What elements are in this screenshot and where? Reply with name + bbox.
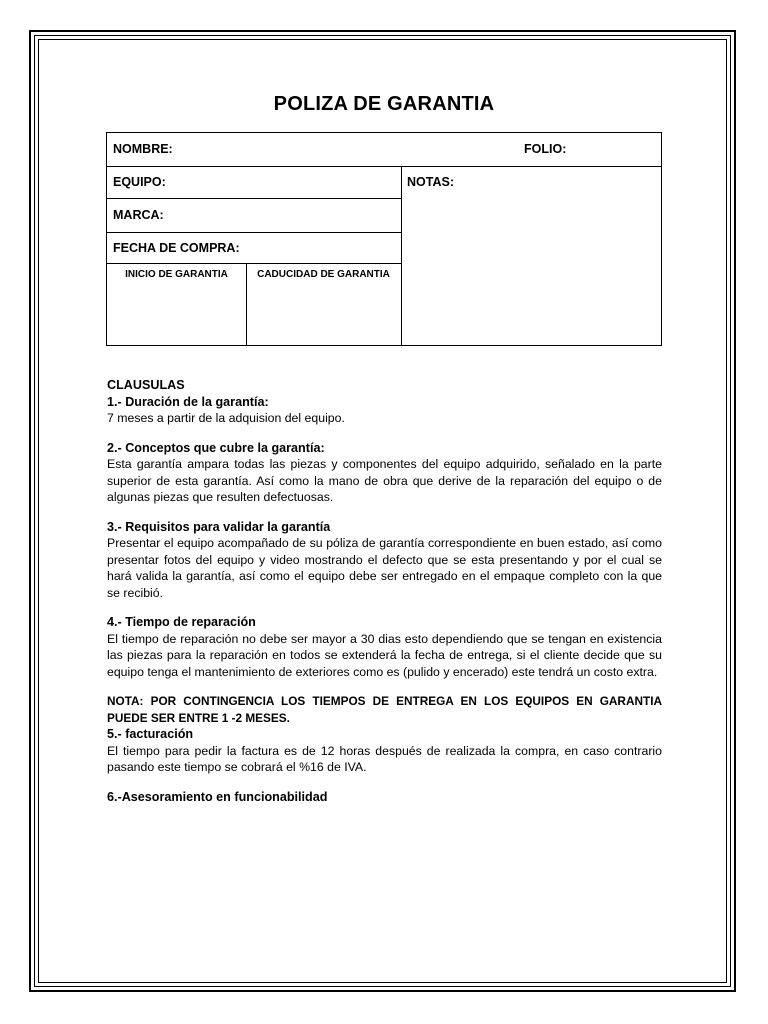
clause-4 — [107, 614, 662, 680]
clause-body: Presentar el equipo acompañado de su póliza de garantía correspondiente en buen estado, así como presentar fotos del equipo y video mostrando el defecto que se esta presentando y por el cual se hará valida la garantía, así como el equipo debe ser entregado en el empaque completo con la que se recibió. — [107, 536, 662, 600]
caducidad-garantia-label: CADUCIDAD DE GARANTIA — [257, 269, 390, 280]
clause-6 — [107, 789, 662, 806]
contingency-note: NOTA: POR CONTINGENCIA LOS TIEMPOS DE ENTREGA EN LOS EQUIPOS EN GARANTIA PUEDE SER ENTRE 1 -2 MESES. — [107, 694, 662, 725]
clause-1 — [107, 394, 662, 427]
clause-2 — [107, 440, 662, 506]
document-title: POLIZA DE GARANTIA — [273, 93, 495, 115]
row-divider-marca — [107, 232, 401, 233]
inicio-garantia-cell — [107, 263, 246, 346]
clausulas-section — [107, 377, 662, 818]
row-divider-equipo — [107, 198, 401, 199]
clause-heading: 2.- Conceptos que cubre la garantía: — [107, 440, 325, 455]
equipo-label: EQUIPO: — [113, 175, 166, 189]
clause-heading: 1.- Duración de la garantía: — [107, 394, 269, 409]
warranty-form-table — [106, 132, 662, 346]
clause-heading: 6.-Asesoramiento en funcionabilidad — [107, 789, 328, 804]
clause-body: El tiempo para pedir la factura es de 12 horas después de realizada la compra, en caso contrario pasando este tiempo se cobrará el %16 de IVA. — [107, 743, 662, 774]
marca-label: MARCA: — [113, 208, 164, 222]
folio-label: FOLIO: — [524, 142, 567, 156]
caducidad-garantia-cell — [246, 263, 401, 346]
column-divider-notas — [401, 166, 402, 346]
clause-heading: 5.- facturación — [107, 727, 194, 741]
notas-label: NOTAS: — [407, 175, 454, 189]
clause-body: 7 meses a partir de la adquision del equipo. — [107, 411, 345, 425]
clause-heading: 4.- Tiempo de reparación — [107, 615, 256, 629]
clause-body: El tiempo de reparación no debe ser mayor a 30 dias esto dependiendo que se tengan en existencia las piezas para la reparación en todos se extenderá la fecha de entrega, si el cliente decide que su equipo tenga el mantenimiento de exteriores como es (pulido y encerado) este tendrá un costo extra. — [107, 631, 662, 679]
nombre-label: NOMBRE: — [113, 142, 173, 156]
clause-5 — [107, 726, 662, 776]
fecha-compra-label: FECHA DE COMPRA: — [113, 241, 240, 255]
row-divider-nombre — [107, 166, 661, 167]
inicio-garantia-label: INICIO DE GARANTIA — [125, 269, 228, 280]
clausulas-heading: CLAUSULAS — [107, 378, 185, 392]
clause-3 — [107, 519, 662, 602]
clause-body: Esta garantía ampara todas las piezas y componentes del equipo adquirido, señalado en la parte superior de esta garantía. Así como la mano de obra que derive de la reparación del equipo o de algunas piezas que resulten defectuosas. — [107, 457, 662, 504]
clause-heading: 3.- Requisitos para validar la garantía — [107, 519, 331, 534]
